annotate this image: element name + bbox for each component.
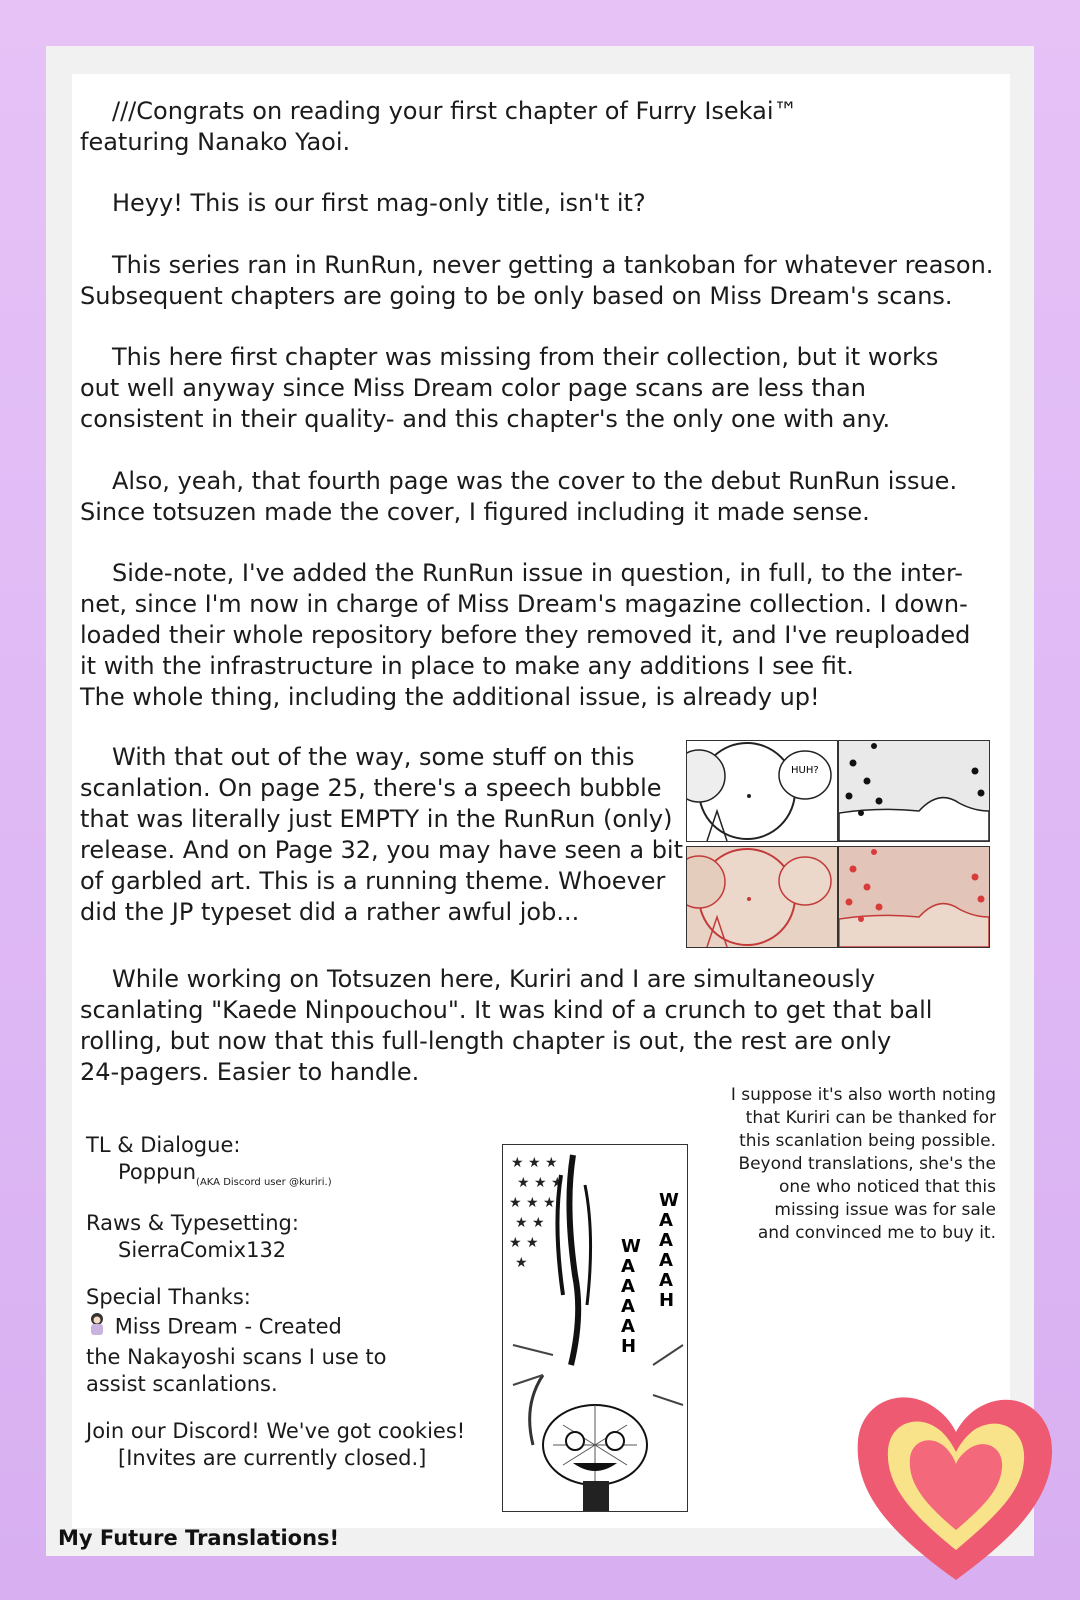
- thumb-empty-bubble-bw-art: [687, 741, 837, 841]
- tl-credit: [86, 1159, 465, 1190]
- comparison-thumbnails: [686, 740, 1024, 952]
- thumb-garbled-art-color: [838, 846, 990, 948]
- heart-icon: [846, 1370, 1064, 1590]
- raws-heading: Raws & Typesetting:: [86, 1211, 299, 1235]
- svg-text:★ ★: ★ ★: [515, 1215, 545, 1231]
- thumb-garbled-art-bw-art: [839, 741, 989, 841]
- thanks-heading: Special Thanks:: [86, 1285, 251, 1309]
- svg-text:★ ★ ★: ★ ★ ★: [517, 1175, 564, 1191]
- paragraph-6: Side-note, I've added the RunRun issue in question, in full, to the inter- net, since I'm now in charge of Miss Dream's magazine collection. I down- loaded their whole repository before they removed it, and I've reuploaded it with the infrastructure in place to make any additions I see fit. The whole thing, including the additional issue, is already up!: [80, 559, 971, 711]
- thumb-garbled-art-bw: [838, 740, 990, 842]
- svg-text:★ ★ ★: ★ ★ ★: [511, 1155, 558, 1171]
- credits-block: [86, 1132, 465, 1472]
- svg-text:★ ★ ★: ★ ★ ★: [509, 1195, 556, 1211]
- thumb-bubble-text: HUH?: [791, 765, 819, 776]
- tl-name: Poppun: [118, 1160, 197, 1184]
- discord-note: [Invites are currently closed.]: [118, 1446, 427, 1470]
- discord-line: Join our Discord! We've got cookies!: [86, 1419, 466, 1443]
- paragraph-8: While working on Totsuzen here, Kuriri and I are simultaneously scanlating "Kaede Ninpouchou". It was kind of a crunch to get that ball rolling, but now that this full-length chapter is out, the rest are only 24-pagers. Easier to handle.: [80, 965, 933, 1086]
- miss-dream-avatar-icon: [86, 1311, 108, 1344]
- paragraph-7: With that out of the way, some stuff on this scanlation. On page 25, there's a speech bubble that was literally just EMPTY in the RunRun (only) release. And on Page 32, you may have seen a bit of garbled art. This is a running theme. Whoever did the JP typeset did a rather awful job...: [80, 743, 683, 926]
- raws-name: SierraComix132: [118, 1238, 287, 1262]
- footer-title: My Future Translations!: [58, 1526, 340, 1550]
- paragraph-5: Also, yeah, that fourth page was the cover to the debut RunRun issue. Since totsuzen made the cover, I figured including it made sense.: [80, 467, 958, 526]
- tl-aka: (AKA Discord user @kuriri.): [196, 1177, 332, 1188]
- thanks-line-1: [86, 1311, 465, 1344]
- tl-heading: TL & Dialogue:: [86, 1133, 241, 1157]
- thanks-line-3: assist scanlations.: [86, 1372, 278, 1396]
- paragraph-4: This here first chapter was missing from their collection, but it works out well anyway since Miss Dream color page scans are less than consistent in their quality- and this chapter's the only one with any.: [80, 343, 939, 433]
- kuriri-note: I suppose it's also worth noting that Kuriri can be thanked for this scanlation being possible. Beyond translations, she's the one who noticed that this missing issue was for sale and convinced me to buy it.: [730, 1085, 996, 1243]
- thumb-garbled-art-color-art: [839, 847, 989, 947]
- manga-sfx-1: WAAAAH: [659, 1190, 679, 1311]
- thumb-empty-bubble-color-art: [687, 847, 837, 947]
- svg-text:★: ★: [515, 1255, 528, 1271]
- thanks-line-2: the Nakayoshi scans I use to: [86, 1345, 387, 1369]
- manga-panel: [502, 1144, 688, 1512]
- manga-sfx-2: WAAAAH: [621, 1236, 641, 1357]
- paragraph-1: ///Congrats on reading your first chapter of Furry Isekai™ featuring Nanako Yaoi.: [80, 97, 798, 156]
- svg-text:★ ★: ★ ★: [509, 1235, 539, 1251]
- thumb-empty-bubble-color: [686, 846, 838, 948]
- paragraph-2: Heyy! This is our first mag-only title, isn't it?: [112, 189, 646, 217]
- thumb-empty-bubble-bw: [686, 740, 838, 842]
- thanks-text-1: Miss Dream - Created: [114, 1314, 342, 1339]
- paragraph-3: This series ran in RunRun, never getting a tankoban for whatever reason. Subsequent chapters are going to be only based on Miss Dream's scans.: [80, 251, 994, 310]
